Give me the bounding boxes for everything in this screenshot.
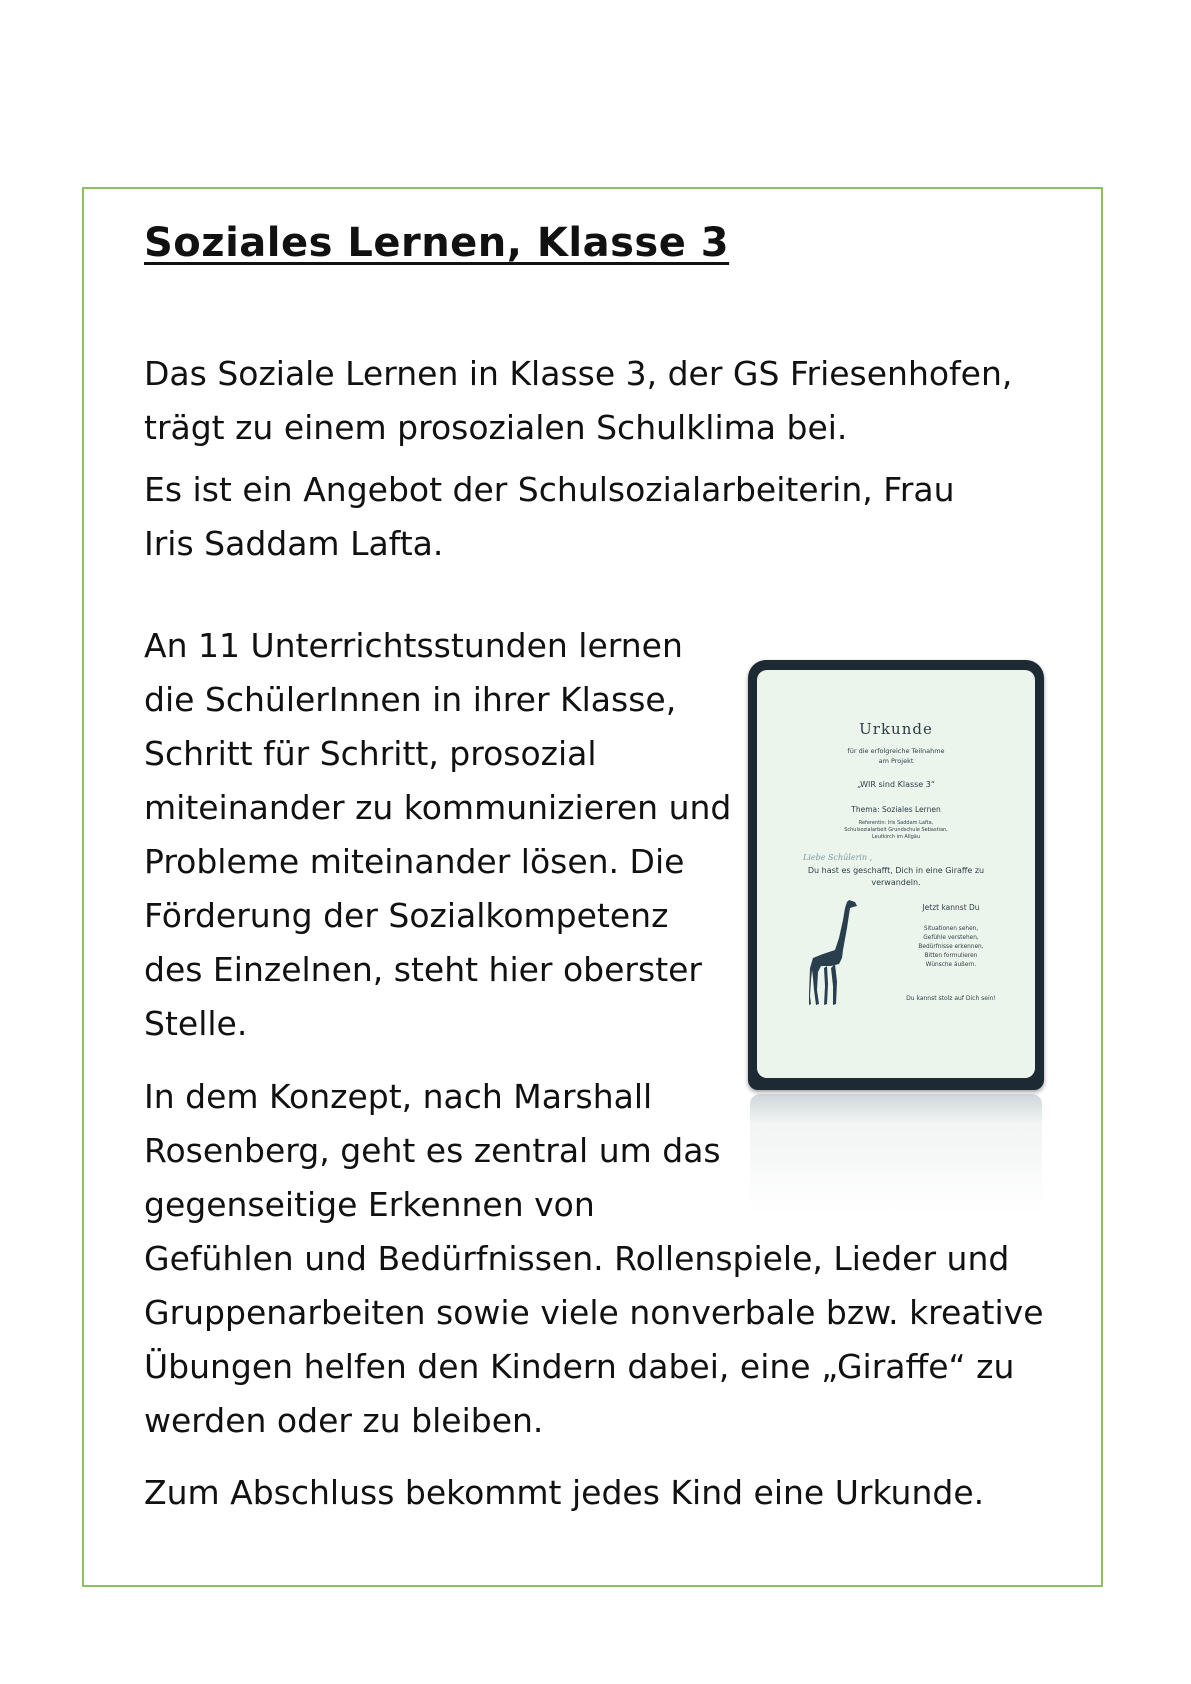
certificate-skill: Bedürfnisse erkennen, bbox=[918, 944, 984, 950]
certificate-reflection bbox=[750, 1094, 1042, 1214]
paragraph-line: die SchülerInnen in ihrer Klasse, bbox=[144, 680, 677, 719]
certificate-subtitle bbox=[757, 746, 1035, 766]
paragraph-offer bbox=[144, 463, 955, 571]
paragraph-line: An 11 Unterrichtsstunden lernen bbox=[144, 626, 683, 665]
paragraph-line: Iris Saddam Lafta. bbox=[144, 524, 444, 563]
paragraph-line: Das Soziale Lernen in Klasse 3, der GS Friesenhofen, bbox=[144, 354, 1013, 393]
paragraph-line: Zum Abschluss bekommt jedes Kind eine Urkunde. bbox=[144, 1473, 985, 1512]
paragraph-line: Stelle. bbox=[144, 1004, 248, 1043]
certificate-skill: Gefühle verstehen, bbox=[923, 935, 979, 941]
certificate-skills bbox=[867, 925, 1035, 970]
paragraph-line: Probleme miteinander lösen. Die bbox=[144, 842, 685, 881]
certificate-project: „WIR sind Klasse 3“ bbox=[856, 780, 935, 789]
certificate-referent bbox=[757, 820, 1035, 841]
paragraph-intro bbox=[144, 347, 1012, 455]
certificate-greeting: Liebe Schülerin , bbox=[803, 853, 873, 862]
page-title: Soziales Lernen, Klasse 3 bbox=[144, 220, 730, 266]
certificate-referent-line: Leutkirch im Allgäu bbox=[871, 834, 921, 840]
certificate-main-line: Du hast es geschafft, Dich in eine Giraffe zu bbox=[807, 866, 985, 875]
certificate-subtitle-line: am Projekt bbox=[878, 757, 914, 765]
paragraph-closing bbox=[144, 1466, 984, 1520]
certificate-referent-line: Schulsozialarbeit Grundschule Sebastian, bbox=[844, 827, 948, 833]
paragraph-line: Schritt für Schritt, prosozial bbox=[144, 734, 597, 773]
paragraph-line: Gefühlen und Bedürfnissen. Rollenspiele, Lieder und bbox=[144, 1239, 1010, 1278]
paragraph-line: Rosenberg, geht es zentral um das bbox=[144, 1131, 721, 1170]
certificate-main-text bbox=[757, 865, 1035, 889]
paragraph-lessons bbox=[144, 619, 731, 1051]
certificate-photo bbox=[748, 660, 1044, 1090]
paragraph-line: Es ist ein Angebot der Schulsozialarbeiterin, Frau bbox=[144, 470, 955, 509]
certificate-main-line: verwandeln. bbox=[871, 878, 921, 887]
certificate-title: Urkunde bbox=[859, 720, 933, 738]
certificate-now: Jetzt kannst Du bbox=[922, 903, 980, 912]
paragraph-line: In dem Konzept, nach Marshall bbox=[144, 1077, 653, 1116]
paragraph-line: des Einzelnen, steht hier oberster bbox=[144, 950, 703, 989]
certificate-thema: Thema: Soziales Lernen bbox=[851, 805, 941, 814]
certificate-referent-line: Referentin: Iris Saddam Lafta, bbox=[858, 820, 934, 826]
giraffe-icon bbox=[809, 898, 867, 1008]
paragraph-line: werden oder zu bleiben. bbox=[144, 1401, 544, 1440]
certificate-skill: Bitten formulieren bbox=[924, 953, 978, 959]
certificate-paper bbox=[757, 670, 1035, 1078]
paragraph-line: gegenseitige Erkennen von bbox=[144, 1185, 595, 1224]
paragraph-line: miteinander zu kommunizieren und bbox=[144, 788, 732, 827]
certificate-subtitle-line: für die erfolgreiche Teilnahme bbox=[847, 747, 945, 755]
paragraph-line: trägt zu einem prosozialen Schulklima bei. bbox=[144, 408, 848, 447]
paragraph-line: Übungen helfen den Kindern dabei, eine „Giraffe“ zu bbox=[144, 1347, 1015, 1386]
paragraph-line: Förderung der Sozialkompetenz bbox=[144, 896, 669, 935]
certificate-skill: Wünsche äußern. bbox=[925, 962, 977, 968]
certificate-proud: Du kannst stolz auf Dich sein! bbox=[906, 995, 996, 1002]
certificate-skill: Situationen sehen, bbox=[923, 926, 979, 932]
paragraph-line: Gruppenarbeiten sowie viele nonverbale bzw. kreative bbox=[144, 1293, 1044, 1332]
